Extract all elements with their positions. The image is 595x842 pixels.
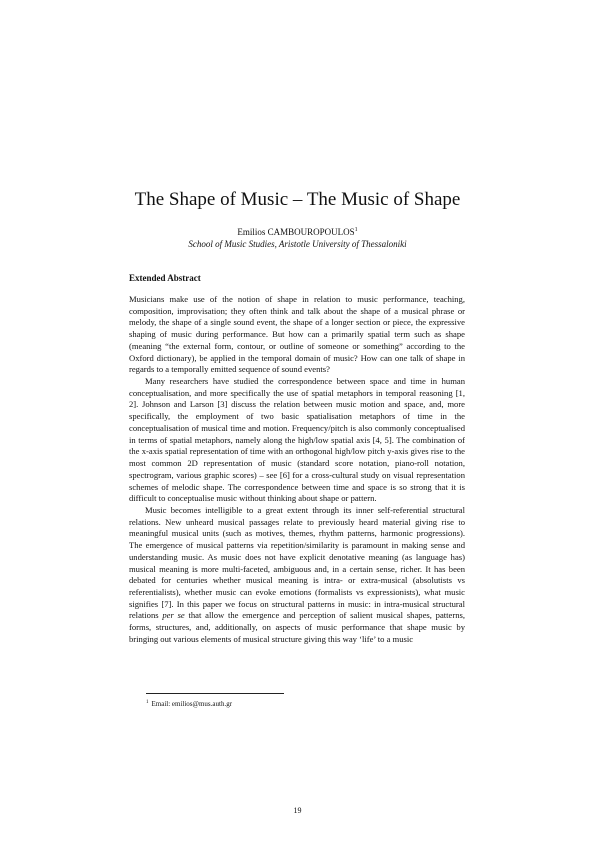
author-affiliation: School of Music Studies, Aristotle University of Thessaloniki bbox=[188, 239, 407, 249]
author-footnote-mark: 1 bbox=[354, 227, 358, 233]
author-name: Emilios CAMBOUROPOULOS bbox=[237, 227, 355, 237]
footnote-divider bbox=[146, 693, 284, 694]
footnote-email[interactable]: Email: emilios@mus.auth.gr bbox=[151, 700, 233, 708]
paragraph-3-italic: per se bbox=[162, 610, 185, 621]
author-line bbox=[0, 226, 595, 238]
paragraph-1: Musicians make use of the notion of shape in relation to music performance, teaching, composition, improvisation; they often think and talk about the shape of a musical phrase or melody, the shape of a single sound event, the shape of a longer section or piece, the expressive shaping of music during performance. But how can a primarily spatial term such as shape (meaning “the external form, contour, or outline of someone or something” according to the Oxford dictionary), be applied in the temporal domain of music? How can one talk of shape in regards to a temporally emitted sequence of sound events? bbox=[129, 294, 465, 375]
footnote bbox=[146, 699, 232, 709]
footnote-mark: 1 bbox=[146, 700, 149, 705]
section-heading: Extended Abstract bbox=[129, 273, 201, 283]
paragraph-2: Many researchers have studied the correspondence between space and time in human conceptualisation, and more specifically the use of spatial metaphors in temporal reasoning [1, 2]. Johnson and Larson [3] discuss the relation between music motion and space, and, more specifically, the employment of two basic spatialisation metaphors of time in the conceptualisation of musical time and motion. Frequency/pitch is also commonly conceptualised in terms of spatial metaphors, namely along the high/low spatial axis [4, 5]. The combination of the x-axis spatial representation of time with an orthogonal high/low pitch y-axis gives rise to the most common 2D representation of music (standard score notation, piano-roll notation, spectrogram, various graphic scores) – see [6] for a cross-cultural study on visual representation schemes of melodic shape. The correspondence between time and space is so strong that it is difficult to conceptualise music without thinking about shape or pattern. bbox=[129, 376, 465, 504]
paper-title: The Shape of Music – The Music of Shape bbox=[134, 189, 461, 210]
paragraph-3 bbox=[129, 505, 465, 646]
page-number: 19 bbox=[293, 806, 302, 815]
paragraph-3-text: Music becomes intelligible to a great extent through its inner self-referential structural relations. New unheard musical passages relate to previously heard material giving rise to meaningful musical units (such as motives, themes, rhythm patterns, harmonic progressions). The emergence of musical patterns via repetition/similarity is paramount in making sense and understanding music. As music does not have explicit denotative meaning (as language has) musical meaning is more multi-faceted, ambiguous and, in a certain sense, richer. It has been debated for centuries whether musical meaning is intra- or extra-musical (absolutists vs referentialists), whether music can evoke emotions (formalists vs expressionists), what music signifies [7]. In this paper we focus on structural patterns in music: in intra-musical structural relations bbox=[129, 504, 465, 621]
paragraph-3-continuation: that allow the emergence and perception of salient musical shapes, patterns, forms, structures, and, additionally, on aspects of music performance that shape music by bringing out various elements of musical structure giving this way ‘life’ to a music bbox=[129, 610, 465, 644]
abstract-body bbox=[129, 294, 465, 646]
